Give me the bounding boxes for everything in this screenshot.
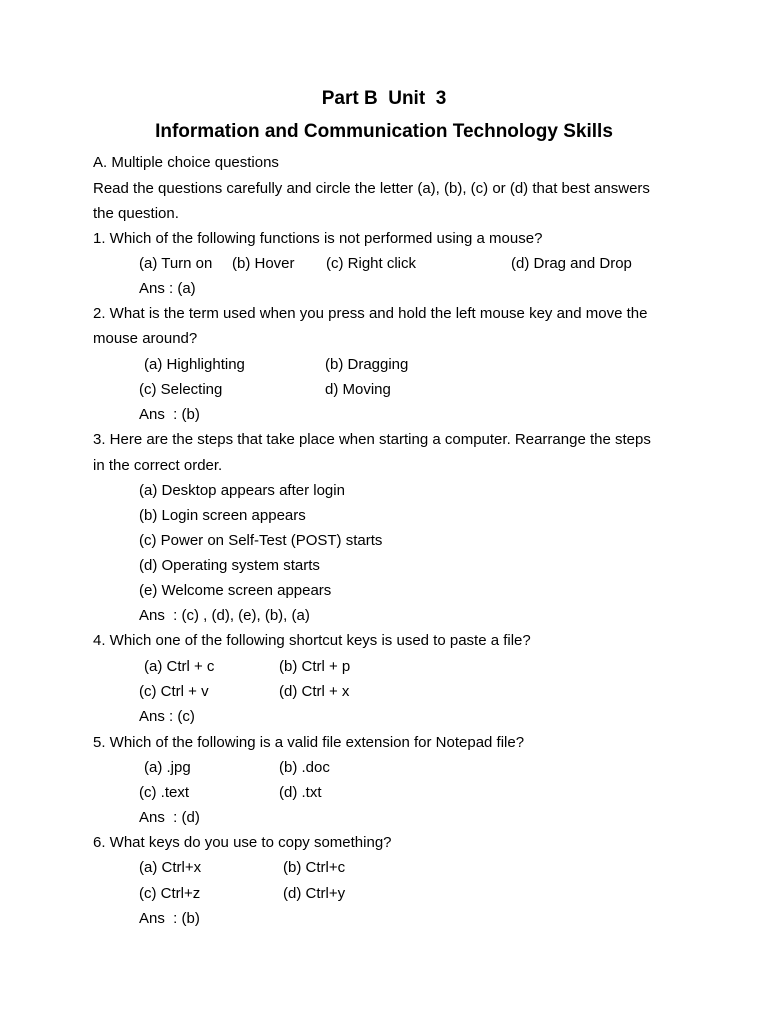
question-text: 3. Here are the steps that take place when starting a computer. Rearrange the steps xyxy=(93,431,651,448)
option-d: (d) .txt xyxy=(279,784,322,801)
option-c: (c) Ctrl + v xyxy=(139,683,209,700)
option-b: (b) Ctrl+c xyxy=(283,859,346,876)
question-text: 1. Which of the following functions is not performed using a mouse? xyxy=(93,230,543,247)
question-text: 6. What keys do you use to copy something? xyxy=(93,834,392,851)
instruction-text: the question. xyxy=(93,205,179,222)
option-c: (c) Selecting xyxy=(139,381,223,398)
question-text: mouse around? xyxy=(93,330,198,347)
question-text: in the correct order. xyxy=(93,457,223,474)
answer-text: Ans : (a) xyxy=(139,280,196,297)
option-a: (a) Turn on xyxy=(139,255,213,272)
answer-text: Ans : (c) xyxy=(139,708,195,725)
answer-text: Ans : (b) xyxy=(139,910,200,927)
option-a: (a) Highlighting xyxy=(144,356,245,373)
option-c: (c) Power on Self-Test (POST) starts xyxy=(139,532,383,549)
option-b: (b) Dragging xyxy=(325,356,409,373)
option-d: (d) Ctrl + x xyxy=(279,683,350,700)
option-c: (c) .text xyxy=(139,784,190,801)
instruction-text: Read the questions carefully and circle the letter (a), (b), (c) or (d) that best answers xyxy=(93,180,650,197)
option-d: d) Moving xyxy=(325,381,391,398)
option-c: (c) Right click xyxy=(326,255,417,272)
section-label: A. Multiple choice questions xyxy=(93,154,279,171)
option-b: (b) Ctrl + p xyxy=(279,658,351,675)
option-e: (e) Welcome screen appears xyxy=(139,582,332,599)
page-subtitle: Information and Communication Technology Skills xyxy=(155,121,613,142)
option-a: (a) Desktop appears after login xyxy=(139,482,345,499)
option-d: (d) Drag and Drop xyxy=(511,255,632,272)
option-b: (b) Login screen appears xyxy=(139,507,306,524)
option-a: (a) Ctrl+x xyxy=(139,859,202,876)
question-text: 2. What is the term used when you press and hold the left mouse key and move the xyxy=(93,305,648,322)
page-title: Part B Unit 3 xyxy=(321,88,447,109)
answer-text: Ans : (c) , (d), (e), (b), (a) xyxy=(139,607,310,624)
option-d: (d) Operating system starts xyxy=(139,557,320,574)
option-d: (d) Ctrl+y xyxy=(283,885,346,902)
question-text: 4. Which one of the following shortcut keys is used to paste a file? xyxy=(93,632,531,649)
answer-text: Ans : (b) xyxy=(139,406,200,423)
option-b: (b) Hover xyxy=(232,255,295,272)
question-text: 5. Which of the following is a valid file extension for Notepad file? xyxy=(93,734,525,751)
option-c: (c) Ctrl+z xyxy=(139,885,201,902)
option-a: (a) Ctrl + c xyxy=(144,658,215,675)
answer-text: Ans : (d) xyxy=(139,809,200,826)
option-b: (b) .doc xyxy=(279,759,330,776)
option-a: (a) .jpg xyxy=(144,759,191,776)
